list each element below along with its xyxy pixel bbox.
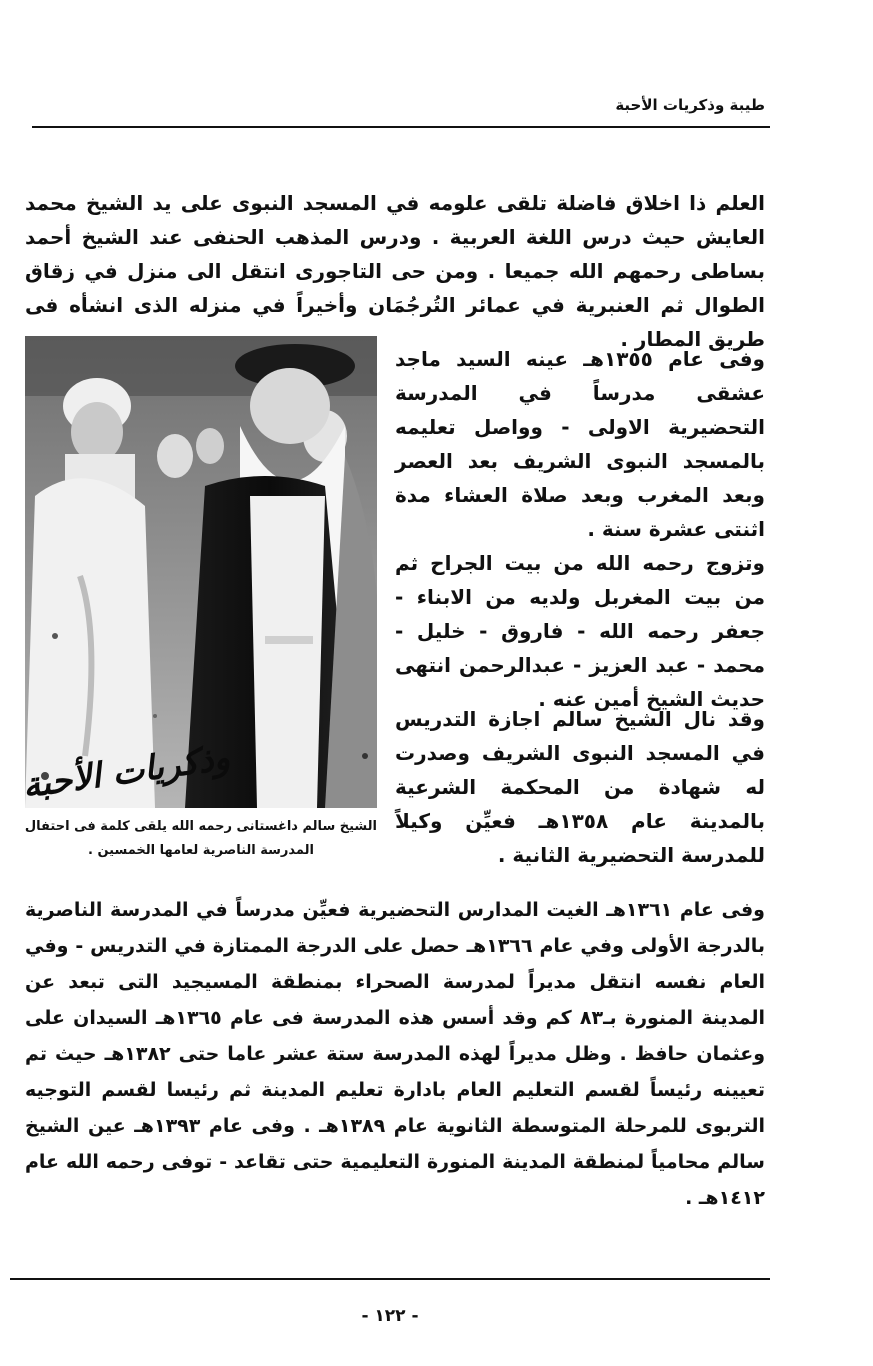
paragraph-4: وقد نال الشيخ سالم اجازة التدريس في المسجد النبوى الشريف وصدرت له شهادة من المحكمة الشرعية بالمدينة عام ١٣٥٨هـ فعيِّن وكيلاً للمدرسة التحضيرية الثانية . (395, 707, 765, 867)
paragraph-2: وفى عام ١٣٥٥هـ عينه السيد ماجد عشقى مدرساً في المدرسة التحضيرية الاولى - وواصل تعليمه بالمسجد النبوى الشريف بعد العصر وبعد المغرب وبعد صلاة العشاء مدة اثنتى عشرة سنة . (395, 347, 765, 541)
photo-caption-line-1: الشيخ سالم داغستانى رحمه الله يلقى كلمة فى احتفال (24, 819, 377, 834)
footer-divider (10, 1278, 770, 1280)
paragraph-5: وفى عام ١٣٦١هـ الغيت المدارس التحضيرية فعيِّن مدرساً في المدرسة الناصرية بالدرجة الأولى وفي عام ١٣٦٦هـ حصل على الدرجة الممتازة في التدريس - وفي العام نفسه انتقل مديراً لمدرسة الصحراء بمنطقة المسيجيد التى تبعد عن المدينة المنورة بـ٨٣ كم وقد أسس هذه المدرسة فى عام ١٣٦٥هـ السيدان على وعثمان حافظ . وظل مديراً لهذه المدرسة ستة عشر عاما حتى ١٣٨٢هـ حيث تم تعيينه رئيساً لقسم التعليم العام بادارة تعليم المدينة ثم رئيسا لقسم التوجيه التربوى للمرحلة المتوسطة الثانوية عام ١٣٨٩هـ . وفى عام ١٣٩٣هـ عين الشيخ سالم محامياً لمنطقة المدينة المنورة التعليمية حتى تقاعد - توفى رحمه الله عام ١٤١٢هـ . (25, 899, 766, 1209)
running-header-title: طيبة وذكريات الأحبة (615, 96, 765, 114)
photo-caption (25, 815, 377, 863)
archival-photo (25, 336, 377, 808)
photo-illustration (25, 336, 377, 808)
paragraph-1: العلم ذا اخلاق فاضلة تلقى علومه في المسجد النبوى على يد الشيخ محمد العايش حيث درس اللغة العربية . ودرس المذهب الحنفى عند الشيخ أحمد بساطى رحمهم الله جميعا . ومن حى التاجورى انتقل الى منزل في زقاق الطوال ثم العنبرية في عمائر التُرجُمَان وأخيراً في منزله الذى انشأه فى طريق المطار . (25, 191, 765, 351)
header-divider (32, 126, 770, 128)
paragraph-3: وتزوج رحمه الله من بيت الجراح ثم من بيت المغربل ولديه من الابناء - جعفر رحمه الله - فاروق - خليل - محمد - عبد العزيز - عبدالرحمن انتهى حديث الشيخ أمين عنه . (395, 551, 765, 711)
photo-caption-line-2: المدرسة الناصرية لعامها الخمسين . (88, 843, 314, 858)
photo-signature: وذكريات الأحبة (20, 737, 233, 807)
page-number: - ١٢٢ - (361, 1306, 419, 1326)
